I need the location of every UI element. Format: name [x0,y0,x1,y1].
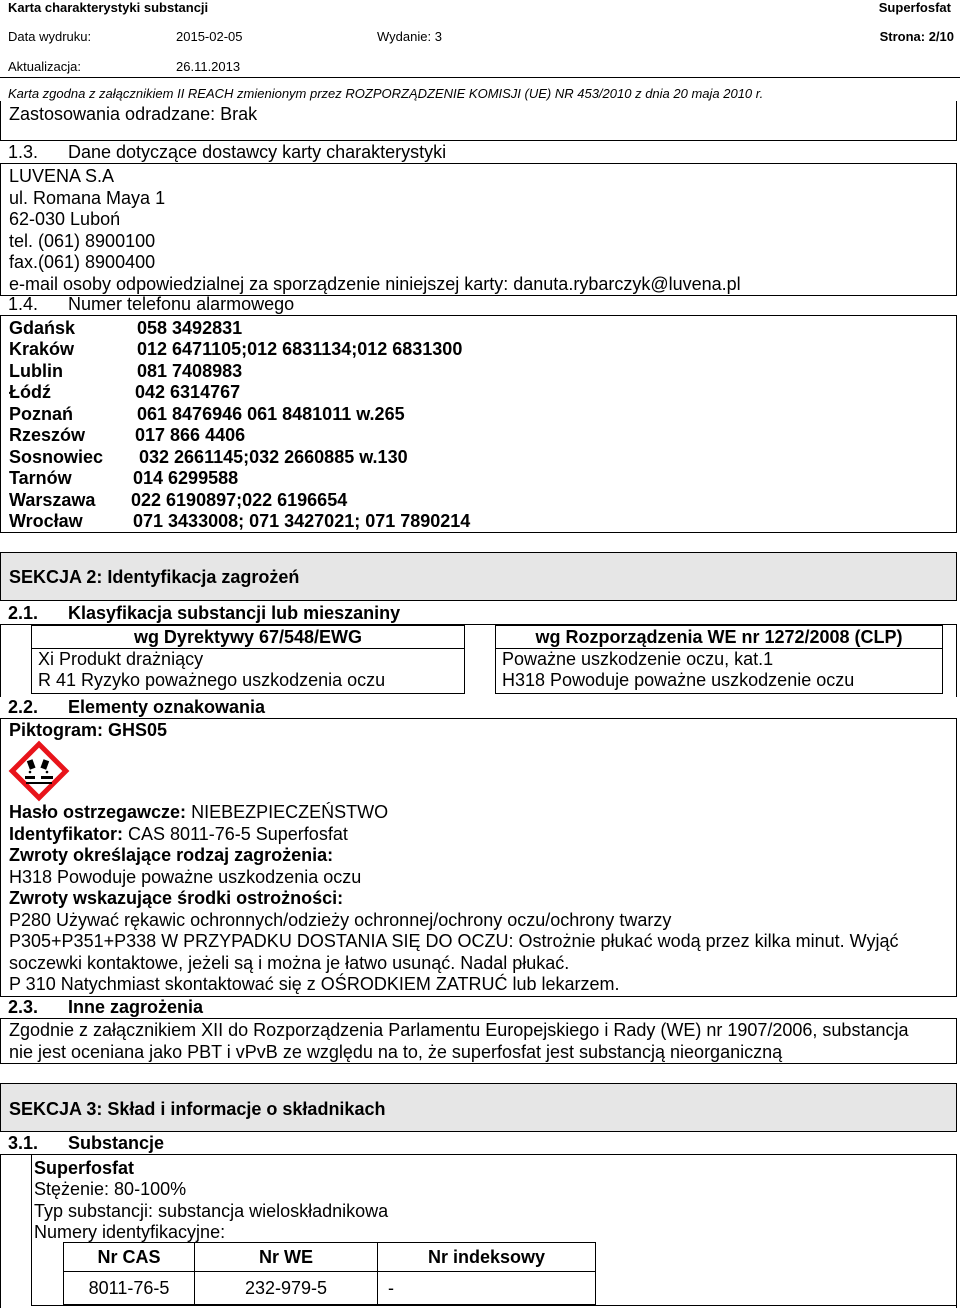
emergency-city: Warszawa [9,490,96,510]
signal-word-label: Hasło ostrzegawcze: [9,802,187,822]
emergency-city: Sosnowiec [9,447,104,467]
precautionary-statements-label: Zwroty wskazujące środki ostrożności: [9,888,344,908]
section-2-1-number: 2.1. [8,603,39,623]
emergency-phone: 071 3433008; 071 3427021; 071 7890214 [133,511,471,531]
precautionary-statement: P305+P351+P338 W PRZYPADKU DOSTANIA SIĘ DO OCZU: Ostrożnie płukać wodą przez kilka minut. Wyjąć [9,931,899,951]
edition: Wydanie: 3 [377,29,442,44]
classification-directive-line: Xi Produkt drażniący [38,649,204,669]
substance-name: Superfosfat [34,1158,135,1178]
classification-gap [465,649,496,694]
emergency-phone: 042 6314767 [135,382,241,402]
precautionary-statement: soczewki kontaktowe, jeżeli są i można je łatwo usunąć. Nadal płukać. [9,953,570,973]
print-date-label: Data wydruku: [8,29,92,44]
supplier-line: tel. (061) 8900100 [9,231,156,251]
emergency-phone-box [0,315,957,533]
labelling-box [0,718,957,997]
emergency-city: Gdańsk [9,318,76,338]
substance-type: Typ substancji: substancja wieloskładnikowa [34,1201,389,1221]
hazard-statements-label: Zwroty określające rodzaj zagrożenia: [9,845,334,865]
section-1-3-number: 1.3. [8,142,39,162]
emergency-phone: 017 866 4406 [135,425,246,445]
emergency-city: Rzeszów [9,425,86,445]
identification-table [63,1242,596,1305]
signal-word-line [9,802,388,823]
section-1-4-number: 1.4. [8,294,39,314]
classification-gap [465,626,496,649]
cas-number-cell: 8011-76-5 [64,1272,195,1305]
hazard-statement: H318 Powoduje poważne uszkodzenia oczu [9,867,362,887]
we-number-cell: 232-979-5 [195,1272,378,1305]
emergency-city: Lublin [9,361,63,381]
section-3-1-title: Substancje [68,1133,165,1153]
emergency-phone: 058 3492831 [137,318,243,338]
supplier-box [0,163,957,296]
supplier-line: fax.(061) 8900400 [9,252,156,272]
other-hazards-box [0,1018,957,1064]
section-2-title: SEKCJA 2: Identyfikacja zagrożeń [9,567,300,587]
precautionary-statement: P280 Używać rękawic ochronnych/odzieży ochronnej/ochrony oczu/ochrony twarzy [9,910,672,930]
section-1-4-title: Numer telefonu alarmowego [68,294,295,314]
column-header-we: Nr WE [195,1243,378,1272]
emergency-city: Tarnów [9,468,72,488]
emergency-city: Łódź [9,382,51,402]
supplier-line: ul. Romana Maya 1 [9,188,166,208]
classification-directive-line: R 41 Ryzyko poważnego uszkodzenia oczu [38,670,386,690]
emergency-phone: 061 8476946 061 8481011 w.265 [137,404,405,424]
precautionary-statement: P 310 Natychmiast skontaktować się z OŚRODKIEM ZATRUĆ lub lekarzem. [9,974,620,994]
update-date: 26.11.2013 [176,59,241,74]
supplier-email-line: e-mail osoby odpowiedzialnej za sporządzenie niniejszej karty: danuta.rybarczyk@luvena.pl [9,274,741,294]
identifier-line [9,824,348,845]
signal-word: NIEBEZPIECZEŃSTWO [191,802,389,822]
emergency-phone: 081 7408983 [137,361,243,381]
pictogram-label: Piktogram: GHS05 [9,720,168,740]
section-2-2-title: Elementy oznakowania [68,697,266,717]
classification-clp-cell [496,649,943,694]
classification-col-directive-header: wg Dyrektywy 67/548/EWG [32,626,465,649]
identification-header-row [64,1243,596,1272]
emergency-phone: 014 6299588 [133,468,239,488]
header-rule [0,77,960,78]
emergency-city: Poznań [9,404,74,424]
print-date: 2015-02-05 [176,29,243,44]
emergency-phone: 032 2661145;032 2660885 w.130 [139,447,408,467]
product-name-header: Superfosfat [878,0,951,15]
classification-clp-line: H318 Powoduje poważne uszkodzenie oczu [502,670,855,690]
page-number: Strona: 2/10 [879,29,954,44]
identifier-label: Identyfikator: [9,824,124,844]
not-recommended-uses: Zastosowania odradzane: Brak [9,104,258,124]
section-2-3-number: 2.3. [8,997,39,1017]
section-3-title: SEKCJA 3: Skład i informacje o składnikach [9,1099,386,1119]
supplier-line: LUVENA S.A [9,166,115,186]
section-3-1-number: 3.1. [8,1133,39,1153]
section-3-header [0,1083,957,1132]
classification-clp-line: Poważne uszkodzenie oczu, kat.1 [502,649,774,669]
classification-header-row [32,626,943,649]
classification-body-row [32,649,943,694]
not-recommended-box [0,101,957,141]
column-header-cas: Nr CAS [64,1243,195,1272]
section-1-3-title: Dane dotyczące dostawcy karty charakterystyki [68,142,447,162]
emergency-city: Kraków [9,339,75,359]
document-type: Karta charakterystyki substancji [8,0,209,15]
classification-directive-cell [32,649,465,694]
update-label: Aktualizacja: [8,59,81,74]
supplier-line: 62-030 Luboń [9,209,121,229]
identification-numbers-label: Numery identyfikacyjne: [34,1222,226,1242]
other-hazards-line: Zgodnie z załącznikiem XII do Rozporządzenia Parlamentu Europejskiego i Rady (WE) nr 1907/2006, substancja [9,1020,909,1040]
section-2-2-number: 2.2. [8,697,39,717]
substance-concentration: Stężenie: 80-100% [34,1179,187,1199]
emergency-phone: 022 6190897;022 6196654 [131,490,348,510]
classification-table [31,625,943,694]
section-2-3-title: Inne zagrożenia [68,997,204,1017]
index-number-cell: - [378,1272,596,1305]
ghs05-corrosion-icon [8,740,70,802]
section-2-1-title: Klasyfikacja substancji lub mieszaniny [68,603,401,623]
column-header-index: Nr indeksowy [378,1243,596,1272]
classification-col-clp-header: wg Rozporządzenia WE nr 1272/2008 (CLP) [496,626,943,649]
emergency-city: Wrocław [9,511,83,531]
section-2-header [0,552,957,601]
regulation-note: Karta zgodna z załącznikiem II REACH zmienionym przez ROZPORZĄDZENIE KOMISJI (UE) NR 453/2010 z dnia 20 maja 2010 r. [8,86,764,101]
emergency-phone: 012 6471105;012 6831134;012 6831300 [137,339,463,359]
identifier-value: CAS 8011-76-5 Superfosfat [128,824,348,844]
identification-row [64,1272,596,1305]
other-hazards-line: nie jest oceniana jako PBT i vPvB ze względu na to, że superfosfat jest substancją nieorganiczną [9,1042,783,1062]
